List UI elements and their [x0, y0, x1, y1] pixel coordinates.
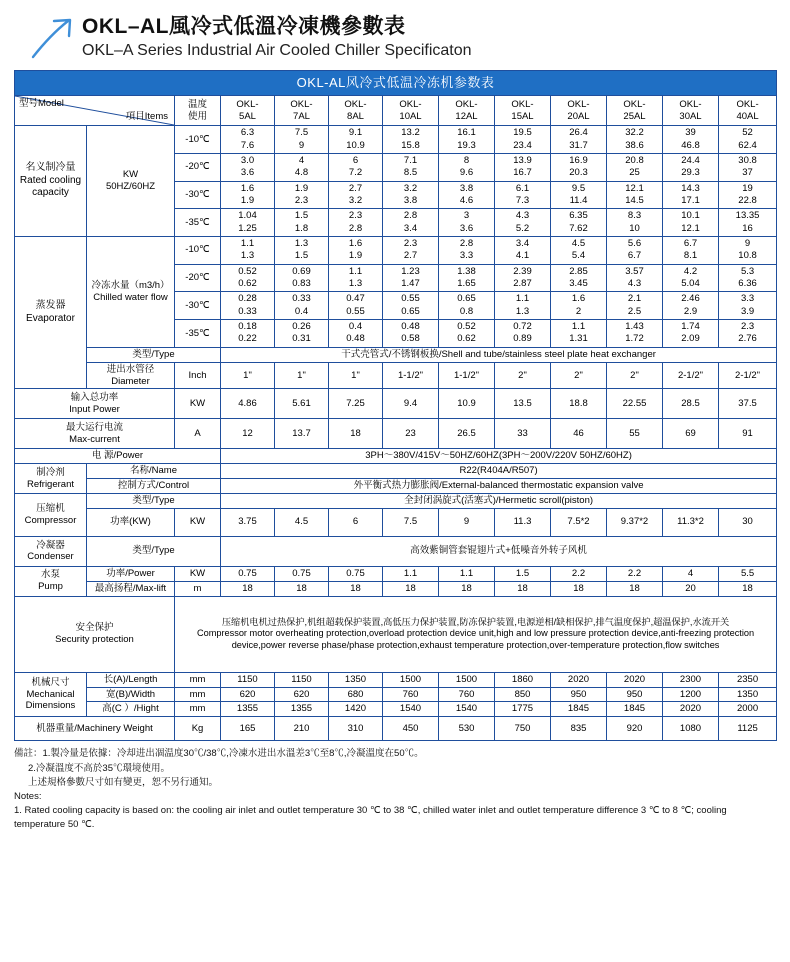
condenser-label: 冷凝器 Condenser — [15, 536, 87, 566]
d1-8: 1200 — [663, 687, 719, 702]
w-1: 210 — [275, 717, 329, 741]
evaporator-label: 蒸发器 Evaporator — [15, 237, 87, 389]
ev-1-6: 2.85 3.45 — [551, 264, 607, 292]
weight-row — [15, 717, 777, 741]
ev-1-1: 0.69 0.83 — [275, 264, 329, 292]
model-header-4: OKL- 12AL — [439, 96, 495, 126]
d1-1: 620 — [275, 687, 329, 702]
refrigerant-name-row — [15, 464, 777, 479]
rc-1-9: 30.8 37 — [719, 153, 777, 181]
ip-9: 37.5 — [719, 389, 777, 419]
ev-2-3: 0.55 0.65 — [383, 292, 439, 320]
pl-1: 18 — [275, 581, 329, 596]
rc-2-5: 6.1 7.3 — [495, 181, 551, 209]
ev-2-6: 1.6 2 — [551, 292, 607, 320]
cp-7: 9.37*2 — [607, 508, 663, 536]
pump-power-label: 功率/Power — [87, 566, 175, 581]
cp-4: 9 — [439, 508, 495, 536]
w-8: 1080 — [663, 717, 719, 741]
ip-0: 4.86 — [221, 389, 275, 419]
dimension-row-0 — [15, 672, 777, 687]
rated-cooling-unit: KW 50HZ/60HZ — [87, 126, 175, 237]
dia-8: 2-1/2" — [663, 362, 719, 389]
note-line-4: Notes: — [14, 791, 42, 803]
ev-3-6: 1.1 1.31 — [551, 320, 607, 348]
evaporator-temp-1: -20℃ — [175, 264, 221, 292]
pl-6: 18 — [551, 581, 607, 596]
pl-5: 18 — [495, 581, 551, 596]
pp-7: 2.2 — [607, 566, 663, 581]
table-banner-row — [15, 71, 777, 96]
pp-2: 0.75 — [329, 566, 383, 581]
compressor-type-row — [15, 494, 777, 509]
dia-0: 1" — [221, 362, 275, 389]
ev-3-4: 0.52 0.62 — [439, 320, 495, 348]
w-2: 310 — [329, 717, 383, 741]
pl-3: 18 — [383, 581, 439, 596]
pp-8: 4 — [663, 566, 719, 581]
ev-2-9: 3.3 3.9 — [719, 292, 777, 320]
refrigerant-name-value: R22(R404A/R507) — [221, 464, 777, 479]
refrigerant-name-label: 名称/Name — [87, 464, 221, 479]
ev-0-8: 6.7 8.1 — [663, 237, 719, 265]
rc-1-8: 24.4 29.3 — [663, 153, 719, 181]
ev-2-7: 2.1 2.5 — [607, 292, 663, 320]
ev-0-0: 1.1 1.3 — [221, 237, 275, 265]
d2-0: 1355 — [221, 702, 275, 717]
mc-1: 13.7 — [275, 419, 329, 449]
rc-1-2: 6 7.2 — [329, 153, 383, 181]
ev-2-2: 0.47 0.55 — [329, 292, 383, 320]
ev-0-6: 4.5 5.4 — [551, 237, 607, 265]
input-power-unit: KW — [175, 389, 221, 419]
weight-label: 机器重量/Machinery Weight — [15, 717, 175, 741]
d0-7: 2020 — [607, 672, 663, 687]
rc-2-2: 2.7 3.2 — [329, 181, 383, 209]
power-supply-label: 电 源/Power — [15, 449, 221, 464]
page-title-en: OKL–A Series Industrial Air Cooled Chiller Specificaton — [82, 42, 472, 60]
rc-0-1: 7.5 9 — [275, 126, 329, 154]
rc-1-3: 7.1 8.5 — [383, 153, 439, 181]
ev-3-1: 0.26 0.31 — [275, 320, 329, 348]
d0-8: 2300 — [663, 672, 719, 687]
pl-7: 18 — [607, 581, 663, 596]
pp-4: 1.1 — [439, 566, 495, 581]
input-power-row — [15, 389, 777, 419]
arrow-swoosh-logo-icon — [30, 16, 76, 60]
rc-3-3: 2.8 3.4 — [383, 209, 439, 237]
compressor-power-label: 功率(KW) — [87, 508, 175, 536]
ev-2-1: 0.33 0.4 — [275, 292, 329, 320]
corner-label-model: 型号Model — [19, 98, 64, 110]
d0-2: 1350 — [329, 672, 383, 687]
ev-2-0: 0.28 0.33 — [221, 292, 275, 320]
d1-7: 950 — [607, 687, 663, 702]
pp-0: 0.75 — [221, 566, 275, 581]
ip-5: 13.5 — [495, 389, 551, 419]
ev-3-8: 1.74 2.09 — [663, 320, 719, 348]
rc-2-9: 19 22.8 — [719, 181, 777, 209]
max-current-row — [15, 419, 777, 449]
dia-5: 2" — [495, 362, 551, 389]
rc-0-9: 52 62.4 — [719, 126, 777, 154]
model-header-6: OKL- 20AL — [551, 96, 607, 126]
rc-3-2: 2.3 2.8 — [329, 209, 383, 237]
model-header-8: OKL- 30AL — [663, 96, 719, 126]
ev-1-7: 3.57 4.3 — [607, 264, 663, 292]
rc-1-0: 3.0 3.6 — [221, 153, 275, 181]
dia-6: 2" — [551, 362, 607, 389]
rated-cooling-temp-2: -30℃ — [175, 181, 221, 209]
ip-2: 7.25 — [329, 389, 383, 419]
evaporator-diameter-row — [15, 362, 777, 389]
input-power-label: 输入总功率 Input Power — [15, 389, 175, 419]
rc-3-4: 3 3.6 — [439, 209, 495, 237]
page-title-cn: OKL–AL風冷式低溫冷凍機參數表 — [82, 15, 406, 38]
specification-table — [14, 70, 777, 741]
dimension-unit-1: mm — [175, 687, 221, 702]
ev-2-5: 1.1 1.3 — [495, 292, 551, 320]
rc-2-0: 1.6 1.9 — [221, 181, 275, 209]
dimension-name-2: 高(C ）/Hight — [87, 702, 175, 717]
d1-9: 1350 — [719, 687, 777, 702]
d0-9: 2350 — [719, 672, 777, 687]
corner-label-items: 項目Items — [125, 111, 168, 123]
pl-4: 18 — [439, 581, 495, 596]
evaporator-flow-label: 冷冻水量（m3/h） Chilled water flow — [87, 237, 175, 348]
d2-5: 1775 — [495, 702, 551, 717]
title-block — [76, 14, 472, 62]
cp-2: 6 — [329, 508, 383, 536]
ev-0-2: 1.6 1.9 — [329, 237, 383, 265]
dia-7: 2" — [607, 362, 663, 389]
mc-2: 18 — [329, 419, 383, 449]
rc-2-4: 3.8 4.6 — [439, 181, 495, 209]
cp-9: 30 — [719, 508, 777, 536]
mc-6: 46 — [551, 419, 607, 449]
max-current-unit: A — [175, 419, 221, 449]
cp-5: 11.3 — [495, 508, 551, 536]
pp-5: 1.5 — [495, 566, 551, 581]
evaporator-diameter-label: 进出水管径 Diameter — [87, 362, 175, 389]
ev-0-7: 5.6 6.7 — [607, 237, 663, 265]
d1-0: 620 — [221, 687, 275, 702]
compressor-power-row — [15, 508, 777, 536]
pump-label: 水泵 Pump — [15, 566, 87, 596]
dimension-name-1: 宽(B)/Width — [87, 687, 175, 702]
d2-3: 1540 — [383, 702, 439, 717]
mc-5: 33 — [495, 419, 551, 449]
model-header-2: OKL- 8AL — [329, 96, 383, 126]
ev-3-7: 1.43 1.72 — [607, 320, 663, 348]
rated-cooling-row-0 — [15, 126, 777, 154]
model-header-7: OKL- 25AL — [607, 96, 663, 126]
mc-3: 23 — [383, 419, 439, 449]
note-line-2: 2.冷凝溫度不高於35℃環境使用。 — [28, 762, 170, 774]
mc-7: 55 — [607, 419, 663, 449]
evaporator-diameter-unit: Inch — [175, 362, 221, 389]
d0-3: 1500 — [383, 672, 439, 687]
d1-2: 680 — [329, 687, 383, 702]
ev-3-0: 0.18 0.22 — [221, 320, 275, 348]
pl-8: 20 — [663, 581, 719, 596]
w-4: 530 — [439, 717, 495, 741]
dimension-unit-0: mm — [175, 672, 221, 687]
d2-7: 1845 — [607, 702, 663, 717]
pump-lift-label: 最高扬程/Max-lift — [87, 581, 175, 596]
model-header-5: OKL- 15AL — [495, 96, 551, 126]
table-banner: OKL-AL风冷式低温冷冻机参数表 — [15, 71, 777, 96]
evaporator-type-value: 干式壳管式/不锈钢板换/Shell and tube/stainless steel plate heat exchanger — [221, 347, 777, 362]
w-3: 450 — [383, 717, 439, 741]
safety-text-en: Compressor motor overheating protection,overload protection device unit,high and low pressure protection device,anti-freezing protection device,power reverse phase/phase protection,exhaust temperature protection,over-temperature protection,flow switches — [196, 628, 755, 650]
condenser-type-value: 高效紫铜管套锟翅片式+低噪音外转子风机 — [221, 536, 777, 566]
max-current-label: 最大运行电流 Max-current — [15, 419, 175, 449]
safety-label: 安全保护 Security protection — [15, 596, 175, 672]
dia-9: 2-1/2" — [719, 362, 777, 389]
rc-3-5: 4.3 5.2 — [495, 209, 551, 237]
ev-2-8: 2.46 2.9 — [663, 292, 719, 320]
dia-3: 1-1/2" — [383, 362, 439, 389]
d2-8: 2020 — [663, 702, 719, 717]
dimension-name-0: 长(A)/Length — [87, 672, 175, 687]
d2-2: 1420 — [329, 702, 383, 717]
ev-3-2: 0.4 0.48 — [329, 320, 383, 348]
ev-1-2: 1.1 1.3 — [329, 264, 383, 292]
model-header-9: OKL- 40AL — [719, 96, 777, 126]
pp-6: 2.2 — [551, 566, 607, 581]
refrigerant-control-value: 外平衡式热力膨胀阀/External-balanced thermostatic expansion valve — [221, 479, 777, 494]
d0-0: 1150 — [221, 672, 275, 687]
model-header-3: OKL- 10AL — [383, 96, 439, 126]
safety-text-cn: 压缩机电机过热保护,机组超载保护装置,高低压力保护装置,防冻保护装置,电源逆相/缺相保护,排气温度保护,超温保护,水流开关 — [221, 616, 730, 627]
rated-cooling-temp-0: -10℃ — [175, 126, 221, 154]
ip-1: 5.61 — [275, 389, 329, 419]
rc-0-7: 32.2 38.6 — [607, 126, 663, 154]
notes-block — [14, 747, 776, 832]
d0-5: 1860 — [495, 672, 551, 687]
pl-0: 18 — [221, 581, 275, 596]
mc-4: 26.5 — [439, 419, 495, 449]
refrigerant-control-label: 控制方式/Control — [87, 479, 221, 494]
rc-1-1: 4 4.8 — [275, 153, 329, 181]
rc-3-6: 6.35 7.62 — [551, 209, 607, 237]
evaporator-type-label: 类型/Type — [87, 347, 221, 362]
d2-4: 1540 — [439, 702, 495, 717]
dimension-row-2 — [15, 702, 777, 717]
rc-0-0: 6.3 7.6 — [221, 126, 275, 154]
ev-0-1: 1.3 1.5 — [275, 237, 329, 265]
w-6: 835 — [551, 717, 607, 741]
note-line-3: 上述規格參數尺寸如有變更，恕不另行通知。 — [28, 776, 219, 788]
ev-0-9: 9 10.8 — [719, 237, 777, 265]
pl-9: 18 — [719, 581, 777, 596]
d1-6: 950 — [551, 687, 607, 702]
ip-3: 9.4 — [383, 389, 439, 419]
refrigerant-control-row — [15, 479, 777, 494]
pump-power-unit: KW — [175, 566, 221, 581]
rc-1-7: 20.8 25 — [607, 153, 663, 181]
power-supply-value: 3PH～380V/415V～50HZ/60HZ(3PH～200V/220V 50HZ/60HZ) — [221, 449, 777, 464]
corner-header-cell — [15, 96, 175, 126]
ev-1-4: 1.38 1.65 — [439, 264, 495, 292]
rated-cooling-temp-3: -35℃ — [175, 209, 221, 237]
evaporator-temp-3: -35℃ — [175, 320, 221, 348]
table-header-row — [15, 96, 777, 126]
pump-power-row — [15, 566, 777, 581]
cp-1: 4.5 — [275, 508, 329, 536]
cp-8: 11.3*2 — [663, 508, 719, 536]
dia-4: 1-1/2" — [439, 362, 495, 389]
rc-2-1: 1.9 2.3 — [275, 181, 329, 209]
w-9: 1125 — [719, 717, 777, 741]
pump-lift-row — [15, 581, 777, 596]
pump-lift-unit: m — [175, 581, 221, 596]
compressor-type-label: 类型/Type — [87, 494, 221, 509]
ev-0-3: 2.3 2.7 — [383, 237, 439, 265]
dia-2: 1" — [329, 362, 383, 389]
rc-2-6: 9.5 11.4 — [551, 181, 607, 209]
compressor-label: 压缩机 Compressor — [15, 494, 87, 537]
pp-9: 5.5 — [719, 566, 777, 581]
document-header — [14, 8, 776, 70]
ev-3-3: 0.48 0.58 — [383, 320, 439, 348]
rc-2-7: 12.1 14.5 — [607, 181, 663, 209]
pp-1: 0.75 — [275, 566, 329, 581]
ev-2-4: 0.65 0.8 — [439, 292, 495, 320]
mc-8: 69 — [663, 419, 719, 449]
rc-0-6: 26.4 31.7 — [551, 126, 607, 154]
compressor-type-value: 全封闭涡旋式(活塞式)/Hermetic scroll(piston) — [221, 494, 777, 509]
rc-3-0: 1.04 1.25 — [221, 209, 275, 237]
ev-1-5: 2.39 2.87 — [495, 264, 551, 292]
note-line-1: 備註：1.製冷量是依據：冷却进出凅温度30℃/38℃,冷凍水进出水溫差3℃至8℃,冷凝溫度在50℃。 — [14, 748, 424, 760]
rc-0-4: 16.1 19.3 — [439, 126, 495, 154]
rc-1-4: 8 9.6 — [439, 153, 495, 181]
ip-4: 10.9 — [439, 389, 495, 419]
w-7: 920 — [607, 717, 663, 741]
condenser-type-label: 类型/Type — [87, 536, 221, 566]
rc-2-8: 14.3 17.1 — [663, 181, 719, 209]
pl-2: 18 — [329, 581, 383, 596]
rated-cooling-label: 名义制冷量 Rated cooling capacity — [15, 126, 87, 237]
ev-3-5: 0.72 0.89 — [495, 320, 551, 348]
dimension-row-1 — [15, 687, 777, 702]
cp-6: 7.5*2 — [551, 508, 607, 536]
ip-6: 18.8 — [551, 389, 607, 419]
dia-1: 1" — [275, 362, 329, 389]
dimensions-label: 机械尺寸 Mechanical Dimensions — [15, 672, 87, 717]
rated-cooling-temp-1: -20℃ — [175, 153, 221, 181]
pp-3: 1.1 — [383, 566, 439, 581]
condenser-row — [15, 536, 777, 566]
d0-1: 1150 — [275, 672, 329, 687]
ev-1-3: 1.23 1.47 — [383, 264, 439, 292]
rc-2-3: 3.2 3.8 — [383, 181, 439, 209]
weight-unit: Kg — [175, 717, 221, 741]
w-0: 165 — [221, 717, 275, 741]
model-header-1: OKL- 7AL — [275, 96, 329, 126]
model-header-0: OKL- 5AL — [221, 96, 275, 126]
ev-0-4: 2.8 3.3 — [439, 237, 495, 265]
evaporator-row-0 — [15, 237, 777, 265]
mc-0: 12 — [221, 419, 275, 449]
compressor-power-unit: KW — [175, 508, 221, 536]
rc-3-1: 1.5 1.8 — [275, 209, 329, 237]
rc-0-2: 9.1 10.9 — [329, 126, 383, 154]
d1-3: 760 — [383, 687, 439, 702]
w-5: 750 — [495, 717, 551, 741]
d2-9: 2000 — [719, 702, 777, 717]
d2-6: 1845 — [551, 702, 607, 717]
ev-1-9: 5.3 6.36 — [719, 264, 777, 292]
ip-8: 28.5 — [663, 389, 719, 419]
ev-0-5: 3.4 4.1 — [495, 237, 551, 265]
ev-1-0: 0.52 0.62 — [221, 264, 275, 292]
evaporator-temp-0: -10℃ — [175, 237, 221, 265]
d2-1: 1355 — [275, 702, 329, 717]
cp-3: 7.5 — [383, 508, 439, 536]
note-line-5: 1. Rated cooling capacity is based on: the cooling air inlet and outlet temperature 30 ℃ to 38 ℃, chilled water inlet and outlet temperature difference 3 ℃ to 8 ℃; cooling temperature 50 ℃. — [14, 805, 727, 831]
d0-6: 2020 — [551, 672, 607, 687]
temp-use-header: 温度 使用 — [175, 96, 221, 126]
safety-row — [15, 596, 777, 672]
cp-0: 3.75 — [221, 508, 275, 536]
ip-7: 22.55 — [607, 389, 663, 419]
rc-1-6: 16.9 20.3 — [551, 153, 607, 181]
ev-3-9: 2.3 2.76 — [719, 320, 777, 348]
evaporator-type-row — [15, 347, 777, 362]
refrigerant-label: 制冷剂 Refrigerant — [15, 464, 87, 494]
power-supply-row — [15, 449, 777, 464]
evaporator-temp-2: -30℃ — [175, 292, 221, 320]
rc-1-5: 13.9 16.7 — [495, 153, 551, 181]
safety-text — [175, 596, 777, 672]
rc-3-9: 13.35 16 — [719, 209, 777, 237]
rc-0-5: 19.5 23.4 — [495, 126, 551, 154]
d0-4: 1500 — [439, 672, 495, 687]
ev-1-8: 4.2 5.04 — [663, 264, 719, 292]
d1-5: 850 — [495, 687, 551, 702]
d1-4: 760 — [439, 687, 495, 702]
rc-0-8: 39 46.8 — [663, 126, 719, 154]
dimension-unit-2: mm — [175, 702, 221, 717]
mc-9: 91 — [719, 419, 777, 449]
rc-3-8: 10.1 12.1 — [663, 209, 719, 237]
rc-3-7: 8.3 10 — [607, 209, 663, 237]
rc-0-3: 13.2 15.8 — [383, 126, 439, 154]
